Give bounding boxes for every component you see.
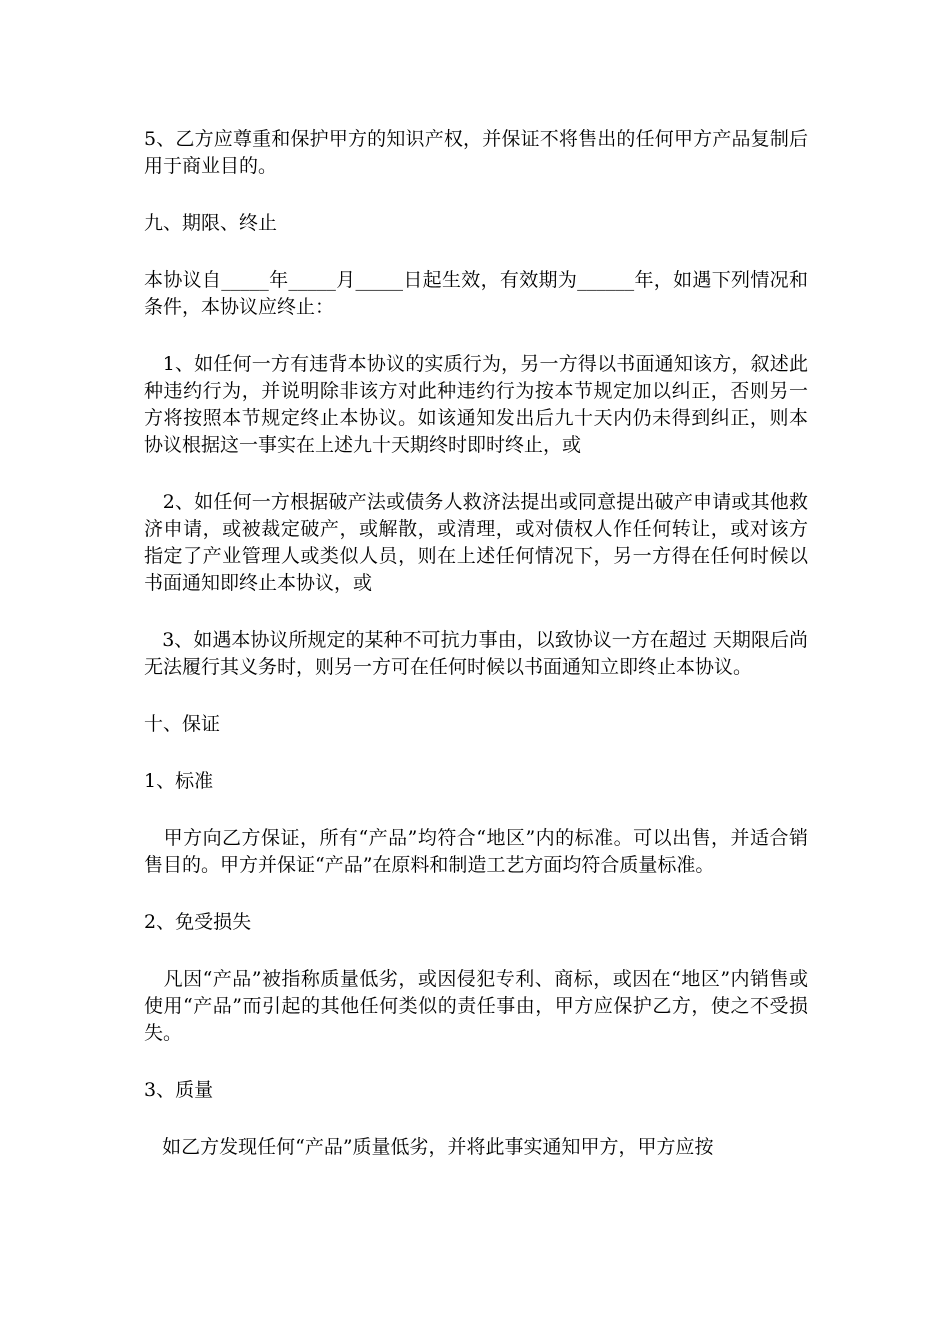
- subheading-quality: 3、质量: [144, 1079, 214, 1101]
- subheading-indemnity: 2、免受损失: [144, 911, 252, 933]
- standard-paragraph: 甲方向乙方保证，所有“产品”均符合“地区”内的标准。可以出售，并适合销售目的。甲方并保证“产品”在原料和制造工艺方面均符合质量标准。: [144, 827, 809, 876]
- section-9-heading: 九、期限、终止: [144, 212, 278, 234]
- clause-5-ip-protection: 5、乙方应尊重和保护甲方的知识产权，并保证不将售出的任何甲方产品复制后用于商业目的。: [144, 128, 808, 177]
- termination-clause-3: 3、如遇本协议所规定的某种不可抗力事由，以致协议一方在超过 天期限后尚无法履行其义务时，则另一方可在任何时候以书面通知立即终止本协议。: [144, 629, 808, 678]
- quality-paragraph: 如乙方发现任何“产品”质量低劣，并将此事实通知甲方，甲方应按: [144, 1136, 714, 1158]
- section-10-heading: 十、保证: [144, 713, 221, 735]
- indemnity-paragraph: 凡因“产品”被指称质量低劣，或因侵犯专利、商标，或因在“地区”内销售或使用“产品”而引起的其他任何类似的责任事由，甲方应保护乙方，使之不受损失。: [144, 968, 809, 1044]
- document-page: [144, 118, 808, 1161]
- term-paragraph: 本协议自_____年_____月_____日起生效，有效期为______年，如遇下列情况和条件，本协议应终止：: [144, 269, 808, 318]
- termination-clause-2: 2、如任何一方根据破产法或债务人救济法提出或同意提出破产申请或其他救济申请，或被裁定破产，或解散，或清理，或对债权人作任何转让，或对该方指定了产业管理人或类似人员，则在上述任何情况下，另一方得在任何时候以书面通知即终止本协议，或: [144, 491, 808, 594]
- subheading-standard: 1、标准: [144, 770, 214, 792]
- termination-clause-1: 1、如任何一方有违背本协议的实质行为，另一方得以书面通知该方，叙述此种违约行为，并说明除非该方对此种违约行为按本节规定加以纠正，否则另一方将按照本节规定终止本协议。如该通知发出后九十天内仍未得到纠正，则本协议根据这一事实在上述九十天期终时即时终止，或: [144, 353, 808, 456]
